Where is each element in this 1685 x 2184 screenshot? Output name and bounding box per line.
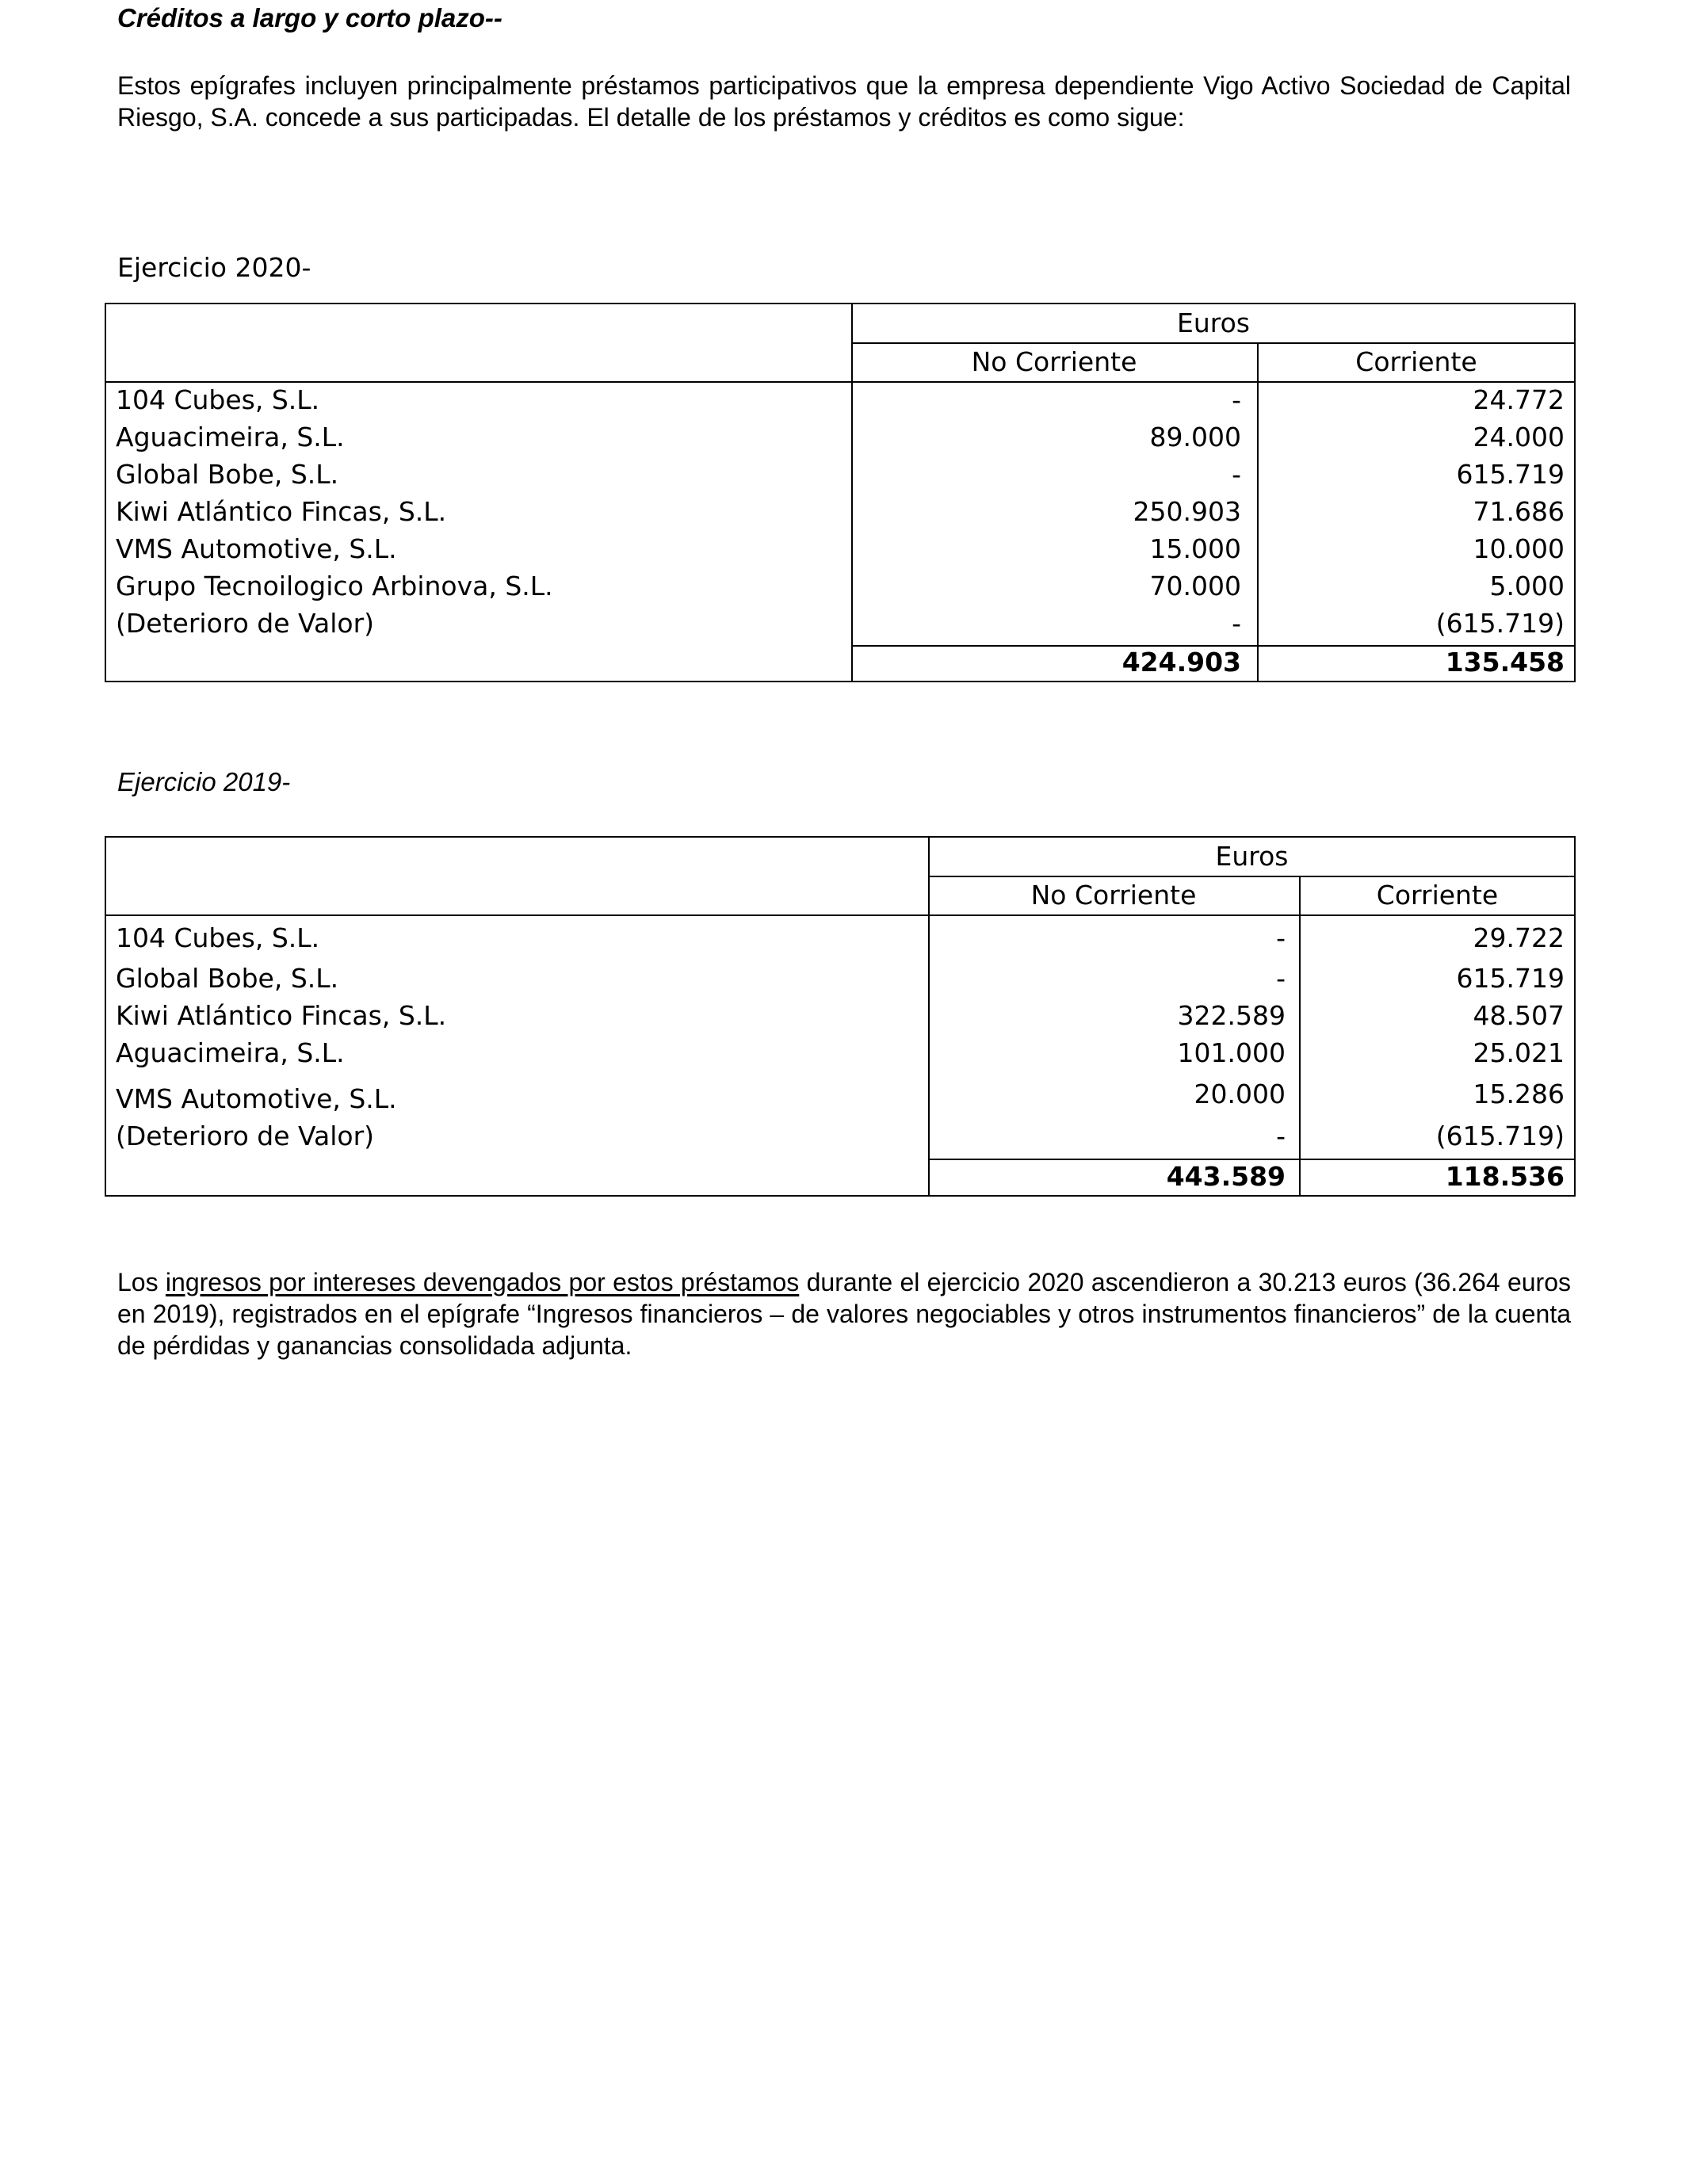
interest-text-end: durante el ejercicio 2020 ascendieron a 30.213 euros (36.264 euros en 2019), registrados en el epígrafe “Ingresos financieros – de valores negociables y otros instrumentos financieros” de la cuenta de pérdidas y ganancias consolidada adjunta. bbox=[117, 1268, 1572, 1360]
row-corriente: 615.719 bbox=[1456, 459, 1565, 490]
row-corriente: (615.719) bbox=[1435, 1121, 1565, 1151]
header-currency: Euros bbox=[1215, 841, 1289, 872]
row-name: VMS Automotive, S.L. bbox=[116, 1083, 397, 1114]
row-corriente: 615.719 bbox=[1456, 963, 1565, 994]
total-corriente: 135.458 bbox=[1445, 647, 1565, 678]
row-no-corriente: 322.589 bbox=[1177, 1000, 1286, 1031]
row-no-corriente: 15.000 bbox=[1149, 533, 1241, 564]
intro-paragraph: Estos epígrafes incluyen principalmente préstamos participativos que la empresa dependiente Vigo Activo Sociedad de Capital Riesgo, S.A. concede a sus participadas. El detalle de los préstamos y créditos es como sigue: bbox=[117, 71, 1571, 132]
row-corriente: 24.772 bbox=[1473, 384, 1565, 415]
row-name: Aguacimeira, S.L. bbox=[116, 422, 345, 452]
interest-underlined-text: ingresos por intereses devengados por estos préstamos bbox=[165, 1268, 800, 1296]
header-corriente: Corriente bbox=[1355, 346, 1477, 377]
row-corriente: 24.000 bbox=[1473, 422, 1565, 452]
row-name: Kiwi Atlántico Fincas, S.L. bbox=[116, 496, 447, 527]
header-currency: Euros bbox=[1177, 307, 1250, 338]
row-corriente: 25.021 bbox=[1473, 1037, 1565, 1068]
total-no-corriente: 424.903 bbox=[1121, 647, 1241, 678]
row-name: Kiwi Atlántico Fincas, S.L. bbox=[116, 1000, 447, 1031]
header-corriente: Corriente bbox=[1376, 880, 1499, 911]
row-corriente: 15.286 bbox=[1473, 1079, 1565, 1109]
row-corriente: 10.000 bbox=[1473, 533, 1565, 564]
section-heading: Créditos a largo y corto plazo-- bbox=[117, 3, 502, 32]
row-name: (Deterioro de Valor) bbox=[116, 1121, 375, 1151]
divider bbox=[106, 914, 1574, 916]
total-no-corriente: 443.589 bbox=[1166, 1161, 1286, 1192]
row-corriente: 71.686 bbox=[1473, 496, 1565, 527]
row-no-corriente: - bbox=[1276, 1121, 1286, 1151]
row-name: (Deterioro de Valor) bbox=[116, 608, 375, 639]
row-corriente: 48.507 bbox=[1473, 1000, 1565, 1031]
row-no-corriente: 70.000 bbox=[1149, 571, 1241, 601]
row-no-corriente: 101.000 bbox=[1177, 1037, 1286, 1068]
row-name: 104 Cubes, S.L. bbox=[116, 922, 320, 953]
row-name: 104 Cubes, S.L. bbox=[116, 384, 320, 415]
row-corriente: (615.719) bbox=[1435, 608, 1565, 639]
loans-table-2020 bbox=[105, 303, 1576, 682]
row-name: Global Bobe, S.L. bbox=[116, 963, 339, 994]
row-no-corriente: 250.903 bbox=[1133, 496, 1241, 527]
row-no-corriente: - bbox=[1232, 384, 1241, 415]
row-name: Grupo Tecnoilogico Arbinova, S.L. bbox=[116, 571, 553, 601]
row-name: Global Bobe, S.L. bbox=[116, 459, 339, 490]
row-no-corriente: 89.000 bbox=[1149, 422, 1241, 452]
row-no-corriente: - bbox=[1232, 459, 1241, 490]
header-no-corriente: No Corriente bbox=[1030, 880, 1197, 911]
table-2019-title: Ejercicio 2019- bbox=[117, 767, 291, 796]
row-no-corriente: 20.000 bbox=[1194, 1079, 1286, 1109]
table-2020-title: Ejercicio 2020- bbox=[117, 252, 311, 283]
loans-table-2019 bbox=[105, 836, 1576, 1197]
row-corriente: 5.000 bbox=[1489, 571, 1565, 601]
row-name: Aguacimeira, S.L. bbox=[116, 1037, 345, 1068]
row-no-corriente: - bbox=[1232, 608, 1241, 639]
interest-paragraph bbox=[117, 1266, 1571, 1361]
interest-text-start: Los bbox=[117, 1268, 166, 1296]
row-name: VMS Automotive, S.L. bbox=[116, 533, 397, 564]
total-corriente: 118.536 bbox=[1445, 1161, 1565, 1192]
row-corriente: 29.722 bbox=[1473, 922, 1565, 953]
header-no-corriente: No Corriente bbox=[971, 346, 1137, 377]
row-no-corriente: - bbox=[1276, 922, 1286, 953]
row-no-corriente: - bbox=[1276, 963, 1286, 994]
